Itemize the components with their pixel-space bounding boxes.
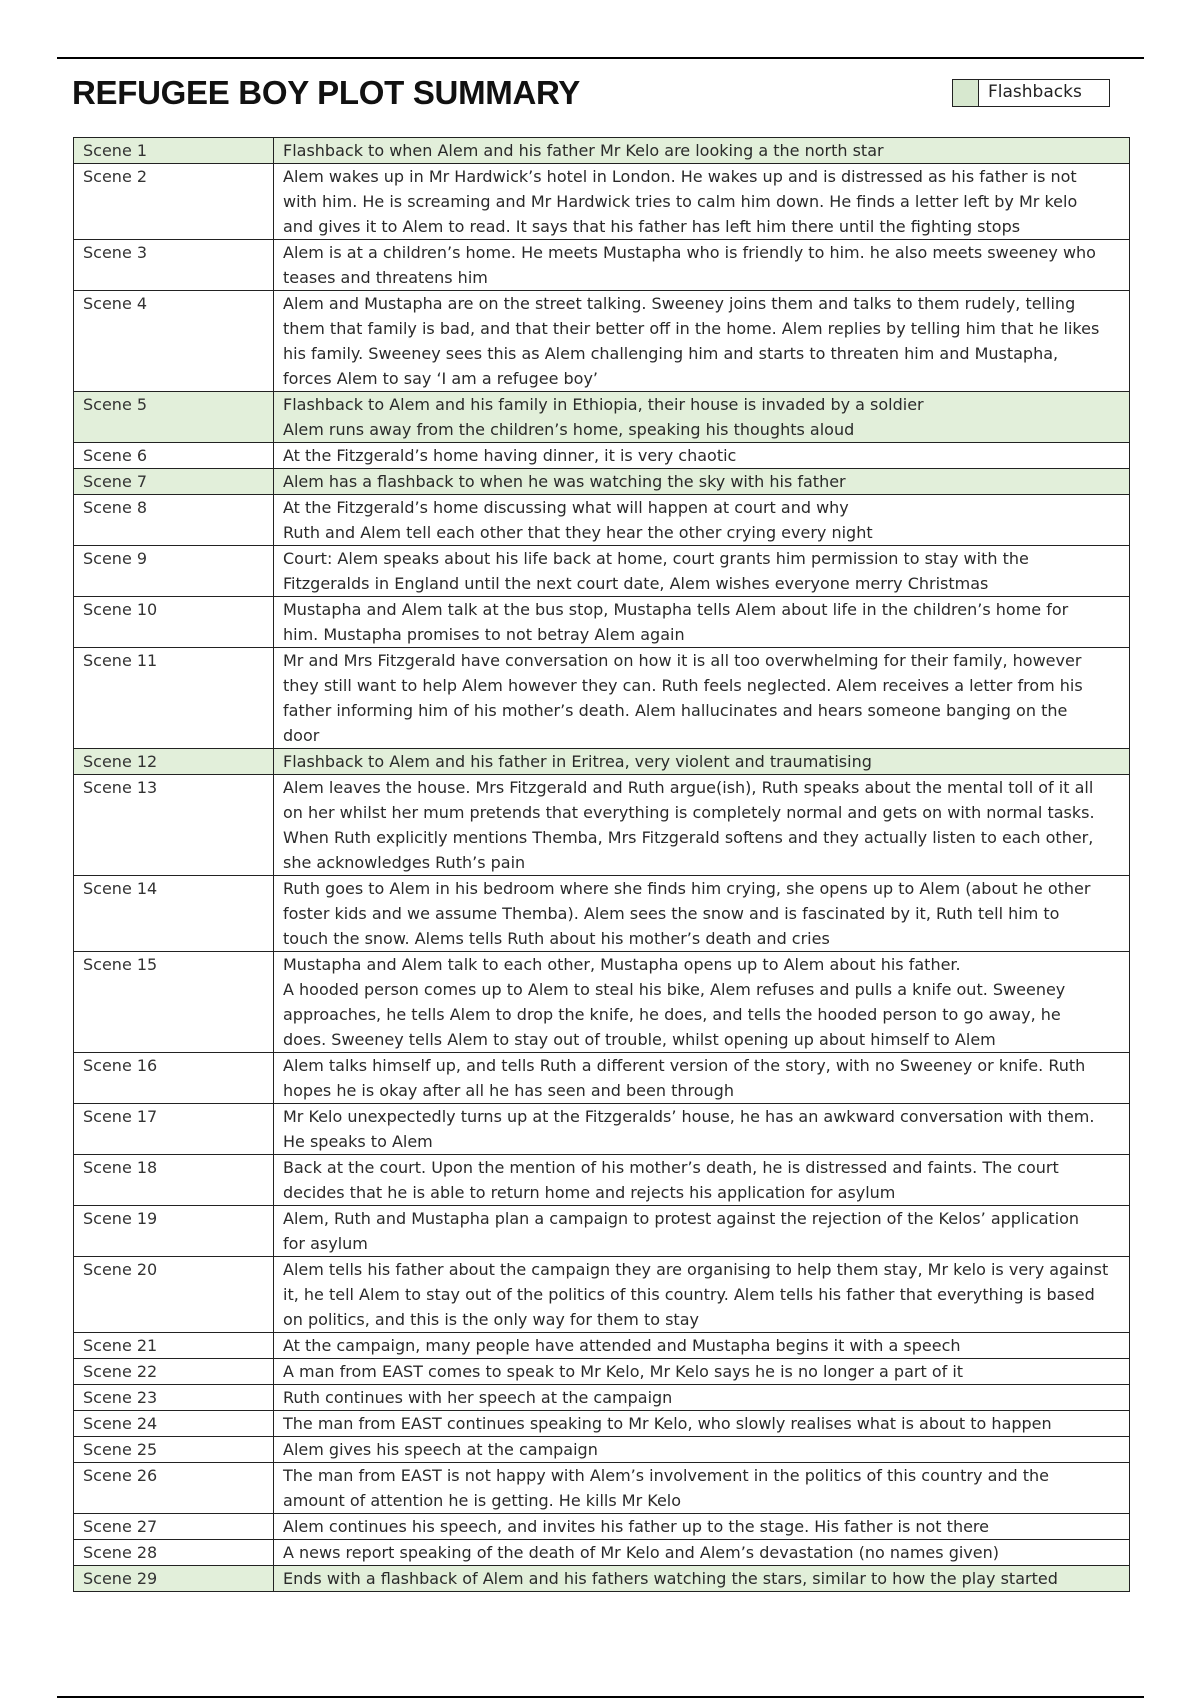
scene-row — [74, 1053, 1130, 1104]
scene-row — [74, 648, 1130, 749]
scene-description-line: on her whilst her mum pretends that everything is completely normal and gets on with normal tasks. — [283, 803, 1095, 822]
scene-description-line: Alem wakes up in Mr Hardwick’s hotel in London. He wakes up and is distressed as his father is not — [283, 167, 1077, 186]
scene-row — [74, 775, 1130, 876]
scene-row — [74, 291, 1130, 392]
scene-row — [74, 749, 1130, 775]
scene-number: Scene 24 — [74, 1411, 274, 1437]
scene-description-line: Mr and Mrs Fitzgerald have conversation on how it is all too overwhelming for their family, however — [283, 651, 1082, 670]
scene-number: Scene 14 — [74, 876, 274, 952]
scene-description-line: on politics, and this is the only way for them to stay — [283, 1310, 699, 1329]
scene-description — [274, 240, 1130, 291]
scene-number: Scene 22 — [74, 1359, 274, 1385]
scene-number: Scene 27 — [74, 1514, 274, 1540]
scene-description-line: Ruth goes to Alem in his bedroom where she finds him crying, she opens up to Alem (about he other — [283, 879, 1091, 898]
scene-description — [274, 1333, 1130, 1359]
scene-number: Scene 19 — [74, 1206, 274, 1257]
plot-summary-body — [74, 138, 1130, 1592]
scene-description-line: foster kids and we assume Themba). Alem sees the snow and is fascinated by it, Ruth tell him to — [283, 904, 1060, 923]
scene-description-line: approaches, he tells Alem to drop the knife, he does, and tells the hooded person to go away, he — [283, 1005, 1061, 1024]
scene-description-line: she acknowledges Ruth’s pain — [283, 853, 526, 872]
scene-number: Scene 21 — [74, 1333, 274, 1359]
scene-number: Scene 5 — [74, 392, 274, 443]
scene-description — [274, 443, 1130, 469]
scene-row — [74, 1257, 1130, 1333]
scene-description-line: his family. Sweeney sees this as Alem challenging him and starts to threaten him and Mustapha, — [283, 344, 1059, 363]
scene-number: Scene 11 — [74, 648, 274, 749]
scene-description — [274, 952, 1130, 1053]
scene-description — [274, 138, 1130, 164]
scene-row — [74, 1463, 1130, 1514]
scene-row — [74, 1333, 1130, 1359]
scene-row — [74, 1514, 1130, 1540]
scene-description — [274, 1053, 1130, 1104]
scene-description — [274, 1155, 1130, 1206]
scene-description-line: and gives it to Alem to read. It says that his father has left him there until the fighting stops — [283, 217, 1021, 236]
scene-description — [274, 291, 1130, 392]
scene-description-line: father informing him of his mother’s death. Alem hallucinates and hears someone banging on the — [283, 701, 1068, 720]
legend-label: Flashbacks — [988, 82, 1082, 102]
scene-description-line: Alem, Ruth and Mustapha plan a campaign to protest against the rejection of the Kelos’ application — [283, 1209, 1080, 1228]
scene-number: Scene 1 — [74, 138, 274, 164]
scene-description — [274, 392, 1130, 443]
scene-description-line: them that family is bad, and that their better off in the home. Alem replies by telling him that he likes — [283, 319, 1100, 338]
scene-number: Scene 13 — [74, 775, 274, 876]
top-rule — [57, 57, 1144, 59]
scene-description-line: He speaks to Alem — [283, 1132, 433, 1151]
scene-number: Scene 10 — [74, 597, 274, 648]
scene-description-line: The man from EAST is not happy with Alem’s involvement in the politics of this country and the — [283, 1466, 1050, 1485]
scene-description — [274, 469, 1130, 495]
scene-row — [74, 1206, 1130, 1257]
scene-row — [74, 392, 1130, 443]
scene-description-line: decides that he is able to return home and rejects his application for asylum — [283, 1183, 896, 1202]
scene-description-line: Alem runs away from the children’s home, speaking his thoughts aloud — [283, 420, 855, 439]
scene-description-line: The man from EAST continues speaking to Mr Kelo, who slowly realises what is about to happen — [283, 1414, 1052, 1433]
scene-description-line: for asylum — [283, 1234, 368, 1253]
scene-number: Scene 15 — [74, 952, 274, 1053]
plot-summary-table — [73, 137, 1130, 1592]
scene-number: Scene 28 — [74, 1540, 274, 1566]
scene-description-line: does. Sweeney tells Alem to stay out of trouble, whilst opening up about himself to Alem — [283, 1030, 996, 1049]
scene-description — [274, 648, 1130, 749]
scene-number: Scene 8 — [74, 495, 274, 546]
scene-description-line: with him. He is screaming and Mr Hardwick tries to calm him down. He finds a letter left by Mr kelo — [283, 192, 1078, 211]
scene-row — [74, 495, 1130, 546]
scene-row — [74, 1385, 1130, 1411]
scene-description-line: forces Alem to say ‘I am a refugee boy’ — [283, 369, 598, 388]
scene-number: Scene 2 — [74, 164, 274, 240]
scene-row — [74, 1566, 1130, 1592]
scene-description-line: they still want to help Alem however they can. Ruth feels neglected. Alem receives a letter from his — [283, 676, 1083, 695]
flashbacks-legend — [952, 79, 1110, 107]
scene-description-line: Flashback to Alem and his father in Eritrea, very violent and traumatising — [283, 752, 872, 771]
scene-number: Scene 3 — [74, 240, 274, 291]
scene-description-line: door — [283, 726, 320, 745]
scene-row — [74, 1104, 1130, 1155]
flashback-color-swatch — [953, 80, 979, 106]
scene-description-line: Mustapha and Alem talk at the bus stop, Mustapha tells Alem about life in the children’s home for — [283, 600, 1069, 619]
scene-row — [74, 240, 1130, 291]
scene-description — [274, 1540, 1130, 1566]
scene-description — [274, 1437, 1130, 1463]
scene-number: Scene 9 — [74, 546, 274, 597]
scene-description-line: hopes he is okay after all he has seen and been through — [283, 1081, 734, 1100]
scene-description — [274, 1411, 1130, 1437]
scene-description-line: teases and threatens him — [283, 268, 488, 287]
scene-description-line: Alem leaves the house. Mrs Fitzgerald and Ruth argue(ish), Ruth speaks about the mental toll of it all — [283, 778, 1094, 797]
scene-description-line: Mr Kelo unexpectedly turns up at the Fitzgeralds’ house, he has an awkward conversation with them. — [283, 1107, 1095, 1126]
scene-description-line: Alem has a flashback to when he was watching the sky with his father — [283, 472, 846, 491]
scene-number: Scene 16 — [74, 1053, 274, 1104]
scene-row — [74, 952, 1130, 1053]
scene-description — [274, 1514, 1130, 1540]
scene-description-line: Ends with a flashback of Alem and his fathers watching the stars, similar to how the play started — [283, 1569, 1058, 1588]
scene-number: Scene 4 — [74, 291, 274, 392]
scene-description — [274, 495, 1130, 546]
scene-description-line: Alem gives his speech at the campaign — [283, 1440, 598, 1459]
scene-description-line: Alem is at a children’s home. He meets Mustapha who is friendly to him. he also meets sweeney who — [283, 243, 1096, 262]
scene-number: Scene 20 — [74, 1257, 274, 1333]
scene-description — [274, 546, 1130, 597]
scene-description-line: Alem talks himself up, and tells Ruth a different version of the story, with no Sweeney or knife. Ruth — [283, 1056, 1086, 1075]
scene-description-line: At the Fitzgerald’s home having dinner, it is very chaotic — [283, 446, 737, 465]
scene-description — [274, 1463, 1130, 1514]
scene-description — [274, 749, 1130, 775]
scene-description — [274, 876, 1130, 952]
scene-description-line: A hooded person comes up to Alem to steal his bike, Alem refuses and pulls a knife out. Sweeney — [283, 980, 1066, 999]
bottom-rule — [57, 1696, 1144, 1698]
scene-description — [274, 1566, 1130, 1592]
scene-description-line: Mustapha and Alem talk to each other, Mustapha opens up to Alem about his father. — [283, 955, 961, 974]
scene-description-line: it, he tell Alem to stay out of the politics of this country. Alem tells his father that everything is based — [283, 1285, 1095, 1304]
scene-number: Scene 6 — [74, 443, 274, 469]
scene-description-line: When Ruth explicitly mentions Themba, Mrs Fitzgerald softens and they actually listen to each other, — [283, 828, 1094, 847]
scene-description-line: Alem continues his speech, and invites his father up to the stage. His father is not there — [283, 1517, 989, 1536]
scene-row — [74, 1437, 1130, 1463]
scene-description — [274, 597, 1130, 648]
scene-number: Scene 18 — [74, 1155, 274, 1206]
scene-description-line: Flashback to when Alem and his father Mr Kelo are looking a the north star — [283, 141, 884, 160]
scene-number: Scene 25 — [74, 1437, 274, 1463]
scene-description — [274, 775, 1130, 876]
scene-number: Scene 29 — [74, 1566, 274, 1592]
scene-row — [74, 597, 1130, 648]
scene-description-line: Court: Alem speaks about his life back at home, court grants him permission to stay with the — [283, 549, 1029, 568]
scene-number: Scene 12 — [74, 749, 274, 775]
scene-number: Scene 23 — [74, 1385, 274, 1411]
scene-description-line: Alem tells his father about the campaign they are organising to help them stay, Mr kelo is very against — [283, 1260, 1109, 1279]
scene-description-line: At the Fitzgerald’s home discussing what will happen at court and why — [283, 498, 849, 517]
scene-description-line: A news report speaking of the death of Mr Kelo and Alem’s devastation (no names given) — [283, 1543, 999, 1562]
scene-row — [74, 1411, 1130, 1437]
scene-description — [274, 1385, 1130, 1411]
scene-description — [274, 164, 1130, 240]
scene-description — [274, 1257, 1130, 1333]
scene-row — [74, 469, 1130, 495]
scene-description-line: Fitzgeralds in England until the next court date, Alem wishes everyone merry Christmas — [283, 574, 989, 593]
scene-row — [74, 1540, 1130, 1566]
scene-row — [74, 443, 1130, 469]
scene-row — [74, 1359, 1130, 1385]
scene-description-line: Flashback to Alem and his family in Ethiopia, their house is invaded by a soldier — [283, 395, 924, 414]
scene-description — [274, 1104, 1130, 1155]
scene-description-line: Alem and Mustapha are on the street talking. Sweeney joins them and talks to them rudely, telling — [283, 294, 1076, 313]
scene-number: Scene 26 — [74, 1463, 274, 1514]
scene-description-line: touch the snow. Alems tells Ruth about his mother’s death and cries — [283, 929, 830, 948]
scene-row — [74, 876, 1130, 952]
scene-row — [74, 164, 1130, 240]
scene-row — [74, 546, 1130, 597]
scene-description — [274, 1359, 1130, 1385]
page-title: REFUGEE BOY PLOT SUMMARY — [72, 74, 581, 111]
scene-row — [74, 1155, 1130, 1206]
scene-description-line: Back at the court. Upon the mention of his mother’s death, he is distressed and faints. The court — [283, 1158, 1059, 1177]
scene-description-line: Ruth continues with her speech at the campaign — [283, 1388, 673, 1407]
scene-description-line: At the campaign, many people have attended and Mustapha begins it with a speech — [283, 1336, 961, 1355]
scene-row — [74, 138, 1130, 164]
scene-description-line: A man from EAST comes to speak to Mr Kelo, Mr Kelo says he is no longer a part of it — [283, 1362, 964, 1381]
scene-description-line: him. Mustapha promises to not betray Alem again — [283, 625, 685, 644]
scene-description — [274, 1206, 1130, 1257]
scene-description-line: amount of attention he is getting. He kills Mr Kelo — [283, 1491, 682, 1510]
scene-number: Scene 17 — [74, 1104, 274, 1155]
scene-description-line: Ruth and Alem tell each other that they hear the other crying every night — [283, 523, 873, 542]
scene-number: Scene 7 — [74, 469, 274, 495]
